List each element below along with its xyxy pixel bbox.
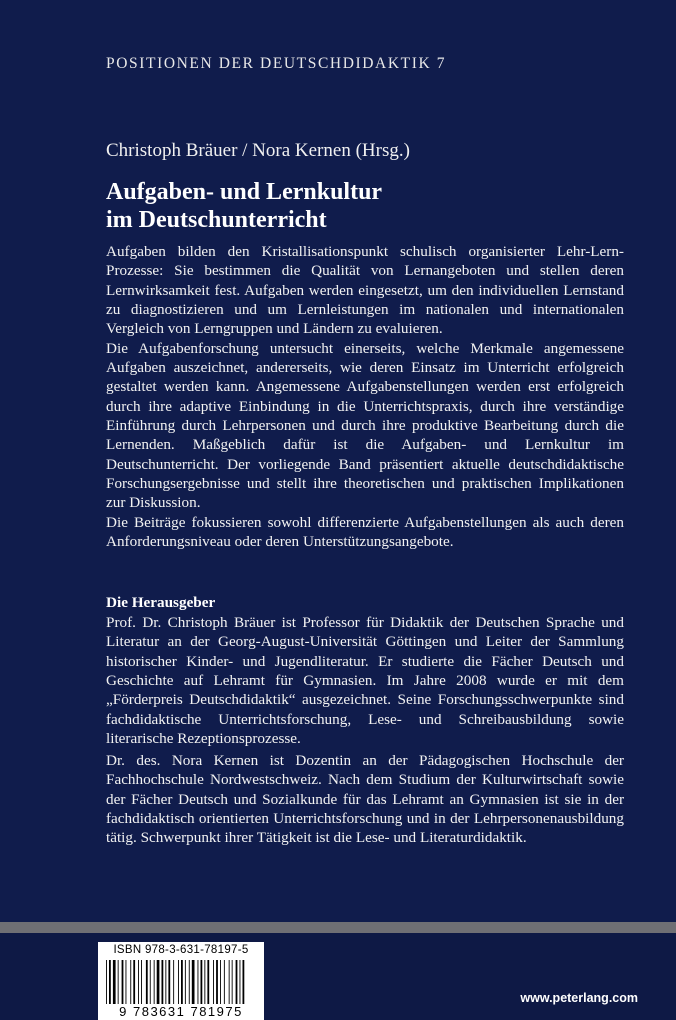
editors-heading: Die Herausgeber [106, 594, 216, 611]
barcode-bar [240, 960, 241, 1004]
blurb [106, 242, 624, 552]
barcode-bar [181, 960, 183, 1004]
barcode-label [98, 942, 264, 1020]
barcode-bar [207, 960, 209, 1004]
isbn-text: ISBN 978-3-631-78197-5 [113, 944, 249, 956]
barcode-bar [130, 960, 131, 1004]
editor-bio-braeuer-text: Prof. Dr. Christoph Bräuer ist Professor für Didaktik der Deutschen Sprache und Literatur an der Georg-August-Universität Göttingen und Leiter der Sammlung historischer Kinder- und Jugendliteratur. Er studierte die Fächer Deutsch und Geschichte auf Lehramt für Gymnasien. Im Jahre 2008 wurde er mit dem „Förderpreis Deutschdidaktik“ ausgezeichnet. Seine Forschungsschwerpunkte sind fachdidaktische Unterrichtsforschung, Lese- und Schreibausbildung sowie literarische Rezeptionsprozesse. [106, 614, 624, 748]
barcode-bar [133, 960, 135, 1004]
barcode-bar [189, 960, 190, 1004]
barcode-bar [146, 960, 148, 1004]
editor-bio-kernen [106, 751, 624, 848]
barcode-bar [201, 960, 203, 1004]
barcode-bar [192, 960, 195, 1004]
barcode-bar [138, 960, 139, 1004]
barcode-bar [232, 960, 233, 1004]
barcode-bars [104, 960, 258, 1004]
barcode-bar [150, 960, 151, 1004]
barcode-bar [178, 960, 179, 1004]
editors-line: Christoph Bräuer / Nora Kernen (Hrsg.) [106, 140, 410, 161]
barcode-bar [126, 960, 127, 1004]
barcode-bar [162, 960, 164, 1004]
editor-bio-braeuer [106, 613, 624, 748]
barcode-bar [220, 960, 221, 1004]
barcode-bar [106, 960, 107, 1004]
barcode-bar [229, 960, 230, 1004]
barcode-bar [198, 960, 199, 1004]
barcode-bar [122, 960, 124, 1004]
barcode-bar [118, 960, 119, 1004]
barcode-bar [185, 960, 186, 1004]
publisher-url: www.peterlang.com [520, 991, 638, 1005]
barcode-bar [236, 960, 238, 1004]
barcode-bar [154, 960, 155, 1004]
barcode-bar [213, 960, 214, 1004]
blurb-paragraph-1: Aufgaben bilden den Kristallisationspunkt schulisch organisierter Lehr-Lern-Prozesse: Sie bestimmen die Qualität von Lernangeboten und stellen deren Lernwirksamkeit fest. Aufgaben werden eingesetzt, um den individuellen Lernstand zu diagnostizieren und um Lernleistungen im nationalen und internationalen Vergleich von Lerngruppen und Ländern zu evaluieren. [106, 243, 624, 338]
barcode-bar [157, 960, 160, 1004]
barcode-bar [243, 960, 245, 1004]
blurb-paragraph-3: Die Beiträge fokussieren sowohl differenzierte Aufgabenstellungen als auch deren Anforderungsniveau oder deren Unterstützungsangebote. [106, 513, 624, 551]
barcode-bar [204, 960, 205, 1004]
book-title-line-2: im Deutschunterricht [106, 207, 327, 233]
editor-bio-kernen-text: Dr. des. Nora Kernen ist Dozentin an der Pädagogischen Hochschule der Fachhochschule Nordwestschweiz. Nach dem Studium der Kulturwirtschaft sowie der Fächer Deutsch und Sozialkunde für das Lehramt an Gymnasien ist sie in der fachdidaktisch orientierten Unterrichtsforschung und in der Lehrpersonenausbildung tätig. Schwerpunkt ihrer Tätigkeit ist die Lese- und Literaturdidaktik. [106, 752, 624, 847]
book-title-line-1: Aufgaben- und Lernkultur [106, 179, 383, 205]
barcode-bar [109, 960, 111, 1004]
barcode-bar [165, 960, 166, 1004]
barcode-digits: 9 783631 781975 [119, 1004, 243, 1019]
book-title [106, 178, 382, 234]
barcode-bar [224, 960, 225, 1004]
barcode-bar [141, 960, 142, 1004]
barcode-bar [173, 960, 174, 1004]
blurb-paragraph-2: Die Aufgabenforschung untersucht einerseits, welche Merkmale angemessene Aufgaben auszeichnet, andererseits, wie deren Einsatz im Unterricht erfolgreich gestaltet werden kann. Angemessene Aufgabenstellungen werden erst erfolgreich durch ihre adaptive Einbindung in die Unterrichtspraxis, durch ihre verständige Einführung durch Lehrpersonen und durch ihre produktive Bearbeitung durch die Lernenden. Maßgeblich dafür ist die Aufgaben- und Lernkultur im Deutschunterricht. Der vorliegende Band präsentiert aktuelle deutschdidaktische Forschungsergebnisse und stellt ihre theoretischen und praktischen Implikationen zur Diskussion. [106, 339, 624, 512]
divider-strip [0, 922, 676, 933]
barcode-bar [113, 960, 116, 1004]
barcode-bar [216, 960, 218, 1004]
series-title: POSITIONEN DER DEUTSCHDIDAKTIK 7 [106, 55, 447, 72]
barcode-bar [168, 960, 170, 1004]
